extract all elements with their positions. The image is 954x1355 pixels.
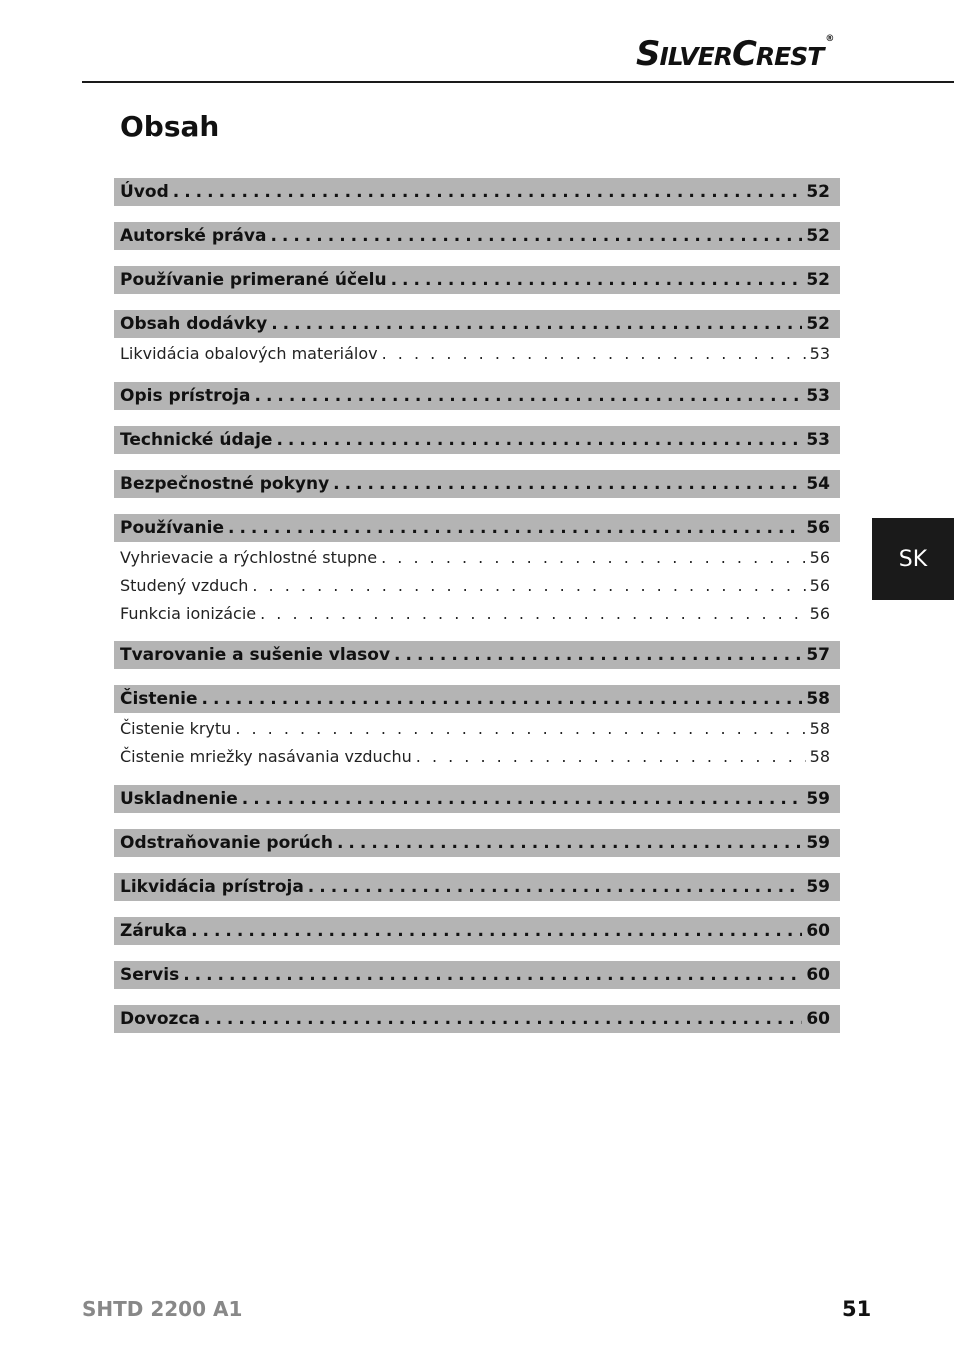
toc-entry-page: 59 (806, 789, 830, 809)
dot-leader (260, 600, 806, 628)
dot-leader (416, 743, 806, 771)
toc-entry-page: 60 (806, 921, 830, 941)
dot-leader (271, 310, 802, 338)
toc-entry-opis-pristroja[interactable] (114, 382, 840, 410)
dot-leader (337, 829, 802, 857)
toc-entry-page: 53 (806, 430, 830, 450)
toc-entry-label: Čistenie (120, 689, 198, 709)
logo-part-2: REST (755, 42, 824, 71)
dot-leader (333, 470, 802, 498)
toc-entry-pouzivanie-primerane[interactable] (114, 266, 840, 294)
table-of-contents (114, 0, 840, 1355)
toc-entry-label: Úvod (120, 182, 169, 202)
toc-entry-likvidacia-pristroja[interactable] (114, 873, 840, 901)
toc-entry-label: Likvidácia prístroja (120, 877, 304, 897)
toc-entry-label: Čistenie krytu (120, 719, 232, 738)
dot-leader (242, 785, 803, 813)
toc-entry-page: 52 (806, 270, 830, 290)
dot-leader (391, 266, 803, 294)
toc-entry-technicke-udaje[interactable] (114, 426, 840, 454)
toc-entry-page: 53 (806, 386, 830, 406)
toc-entry-label: Opis prístroja (120, 386, 251, 406)
toc-entry-label: Záruka (120, 921, 188, 941)
toc-entry-page: 57 (806, 645, 830, 665)
dot-leader (252, 572, 805, 600)
toc-entry-label: Dovozca (120, 1009, 200, 1029)
toc-entry-label: Tvarovanie a sušenie vlasov (120, 645, 391, 665)
toc-entry-page: 56 (809, 576, 830, 595)
toc-entry-tvarovanie-susenie[interactable] (114, 641, 840, 669)
toc-entry-pouzivanie[interactable] (114, 514, 840, 542)
toc-entry-uskladnenie[interactable] (114, 785, 840, 813)
dot-leader (204, 1005, 802, 1033)
toc-entry-zaruka[interactable] (114, 917, 840, 945)
toc-entry-page: 56 (809, 548, 830, 567)
language-tab: SK (872, 518, 954, 600)
toc-entry-uvod[interactable] (114, 178, 840, 206)
toc-entry-bezpecnostne-pokyny[interactable] (114, 470, 840, 498)
page-title: Obsah (120, 110, 220, 143)
dot-leader (228, 514, 802, 542)
dot-leader (183, 961, 802, 989)
toc-entry-page: 56 (809, 604, 830, 623)
toc-entry-label: Uskladnenie (120, 789, 238, 809)
toc-subentry-cistenie-mriezky[interactable] (114, 743, 840, 771)
toc-entry-label: Bezpečnostné pokyny (120, 474, 330, 494)
toc-entry-page: 60 (806, 1009, 830, 1029)
dot-leader (394, 641, 802, 669)
toc-entry-label: Čistenie mriežky nasávania vzduchu (120, 747, 412, 766)
dot-leader (270, 222, 802, 250)
toc-entry-page: 58 (809, 719, 830, 738)
toc-entry-obsah-dodavky[interactable] (114, 310, 840, 338)
footer-model: SHTD 2200 A1 (82, 1297, 243, 1321)
toc-subentry-likvidacia-obalov[interactable] (114, 340, 840, 368)
toc-entry-page: 52 (806, 314, 830, 334)
dot-leader (191, 917, 802, 945)
dot-leader (276, 426, 802, 454)
dot-leader (254, 382, 802, 410)
toc-entry-dovozca[interactable] (114, 1005, 840, 1033)
toc-entry-page: 59 (806, 877, 830, 897)
toc-entry-page: 60 (806, 965, 830, 985)
toc-entry-label: Technické údaje (120, 430, 273, 450)
dot-leader (235, 715, 805, 743)
dot-leader (382, 340, 806, 368)
toc-entry-label: Studený vzduch (120, 576, 249, 595)
toc-entry-servis[interactable] (114, 961, 840, 989)
toc-entry-page: 53 (809, 344, 830, 363)
toc-subentry-vyhrievacie-stupne[interactable] (114, 544, 840, 572)
registered-mark: ® (825, 34, 834, 44)
toc-entry-page: 59 (806, 833, 830, 853)
toc-subentry-studeny-vzduch[interactable] (114, 572, 840, 600)
toc-entry-label: Obsah dodávky (120, 314, 268, 334)
toc-entry-label: Používanie (120, 518, 224, 538)
toc-subentry-cistenie-krytu[interactable] (114, 715, 840, 743)
toc-entry-label: Vyhrievacie a rýchlostné stupne (120, 548, 378, 567)
toc-subentry-funkcia-ionizacie[interactable] (114, 600, 840, 628)
dot-leader (173, 178, 803, 206)
toc-entry-page: 52 (806, 182, 830, 202)
toc-entry-page: 52 (806, 226, 830, 246)
logo-part-1: ILVER (659, 42, 732, 71)
dot-leader (381, 544, 806, 572)
footer-page-number: 51 (842, 1297, 872, 1321)
toc-entry-label: Odstraňovanie porúch (120, 833, 333, 853)
toc-entry-page: 54 (806, 474, 830, 494)
toc-entry-label: Likvidácia obalových materiálov (120, 344, 378, 363)
toc-entry-label: Funkcia ionizácie (120, 604, 257, 623)
toc-entry-autorske-prava[interactable] (114, 222, 840, 250)
toc-entry-page: 56 (806, 518, 830, 538)
toc-entry-label: Servis (120, 965, 180, 985)
logo-letter-2: C (731, 34, 756, 74)
dot-leader (202, 685, 803, 713)
toc-entry-page: 58 (809, 747, 830, 766)
toc-entry-page: 58 (806, 689, 830, 709)
toc-entry-cistenie[interactable] (114, 685, 840, 713)
toc-entry-label: Autorské práva (120, 226, 267, 246)
toc-entry-label: Používanie primerané účelu (120, 270, 387, 290)
logo-letter-1: S (636, 34, 660, 74)
toc-entry-odstranovanie-poruch[interactable] (114, 829, 840, 857)
dot-leader (308, 873, 803, 901)
